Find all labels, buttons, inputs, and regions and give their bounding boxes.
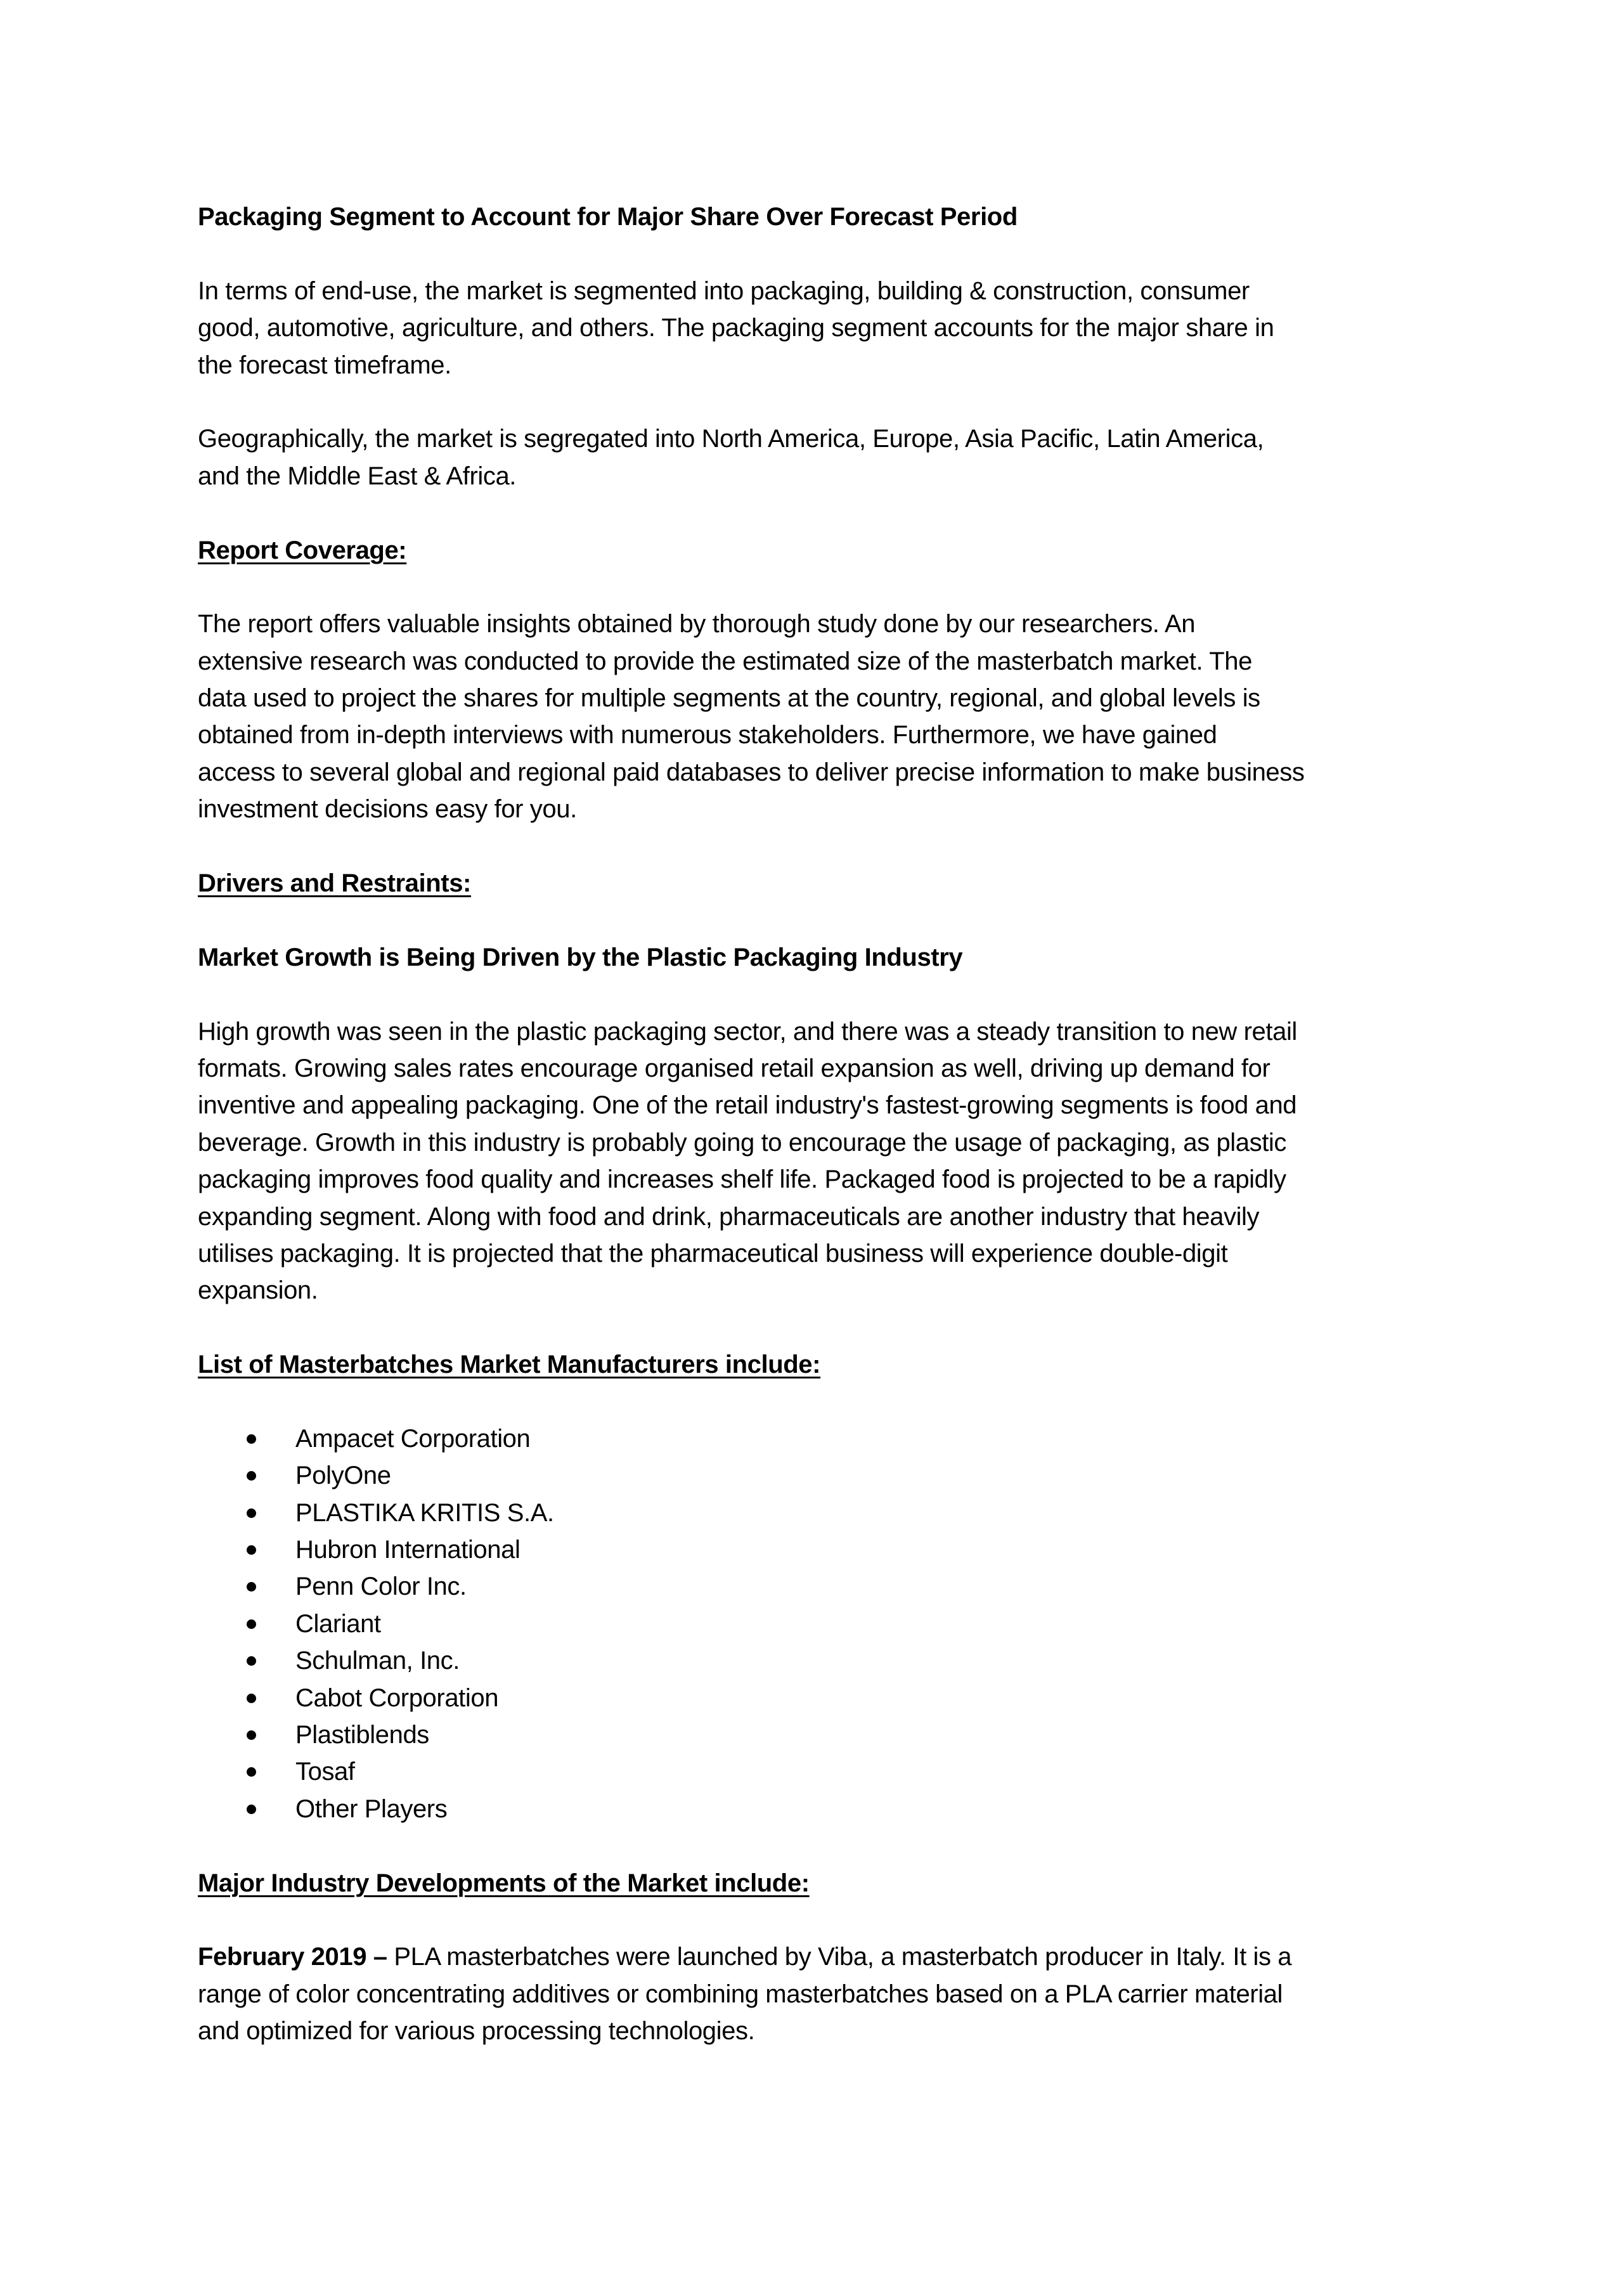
list-item xyxy=(198,1568,1440,1605)
bullet-icon xyxy=(247,1508,256,1518)
document-page xyxy=(198,198,1440,2050)
paragraph-line: good, automotive, agriculture, and others. The packaging segment accounts for the major share in xyxy=(198,314,1274,342)
spacer xyxy=(198,976,1440,1013)
paragraph-line: expanding segment. Along with food and drink, pharmaceuticals are another industry that heavily xyxy=(198,1202,1260,1231)
list-item xyxy=(198,1605,1440,1642)
paragraph-line: extensive research was conducted to provide the estimated size of the masterbatch market. The xyxy=(198,647,1252,675)
paragraph-line: data used to project the shares for multiple segments at the country, regional, and global levels is xyxy=(198,684,1260,713)
paragraph-line xyxy=(198,1938,1440,1975)
paragraph-line: and optimized for various processing technologies. xyxy=(198,2017,755,2046)
spacer xyxy=(198,569,1440,606)
heading-report-coverage xyxy=(198,532,1440,569)
paragraph-line: formats. Growing sales rates encourage organised retail expansion as well, driving up demand for xyxy=(198,1054,1271,1082)
list-item xyxy=(198,1753,1440,1790)
list-item xyxy=(198,1457,1440,1494)
paragraph-line: range of color concentrating additives or combining masterbatches based on a PLA carrier material xyxy=(198,1980,1283,2008)
subheading-market-growth: Market Growth is Being Driven by the Plastic Packaging Industry xyxy=(198,943,963,971)
list-item xyxy=(198,1680,1440,1716)
bullet-icon xyxy=(247,1730,256,1740)
heading-drivers-restraints xyxy=(198,865,1440,902)
paragraph-line: The report offers valuable insights obtained by thorough study done by our researchers. An xyxy=(198,610,1196,639)
spacer xyxy=(198,235,1440,272)
bullet-icon xyxy=(247,1619,256,1629)
bullet-icon xyxy=(247,1582,256,1592)
paragraph-line: access to several global and regional paid databases to deliver precise information to make business xyxy=(198,758,1305,786)
paragraph-line: inventive and appealing packaging. One of the retail industry's fastest-growing segments is food and xyxy=(198,1091,1297,1120)
development-text: PLA masterbatches were launched by Viba, a masterbatch producer in Italy. It is a xyxy=(387,1943,1292,1971)
paragraph-line: investment decisions easy for you. xyxy=(198,795,577,824)
list-item-label: Cabot Corporation xyxy=(295,1683,499,1712)
bullet-icon xyxy=(247,1434,256,1444)
bullet-icon xyxy=(247,1471,256,1481)
heading-developments xyxy=(198,1865,1440,1902)
paragraph-line: obtained from in-depth interviews with numerous stakeholders. Furthermore, we have gained xyxy=(198,721,1217,749)
heading-developments-text: Major Industry Developments of the Market include: xyxy=(198,1869,810,1897)
spacer xyxy=(198,828,1440,865)
list-item-label: PolyOne xyxy=(295,1462,391,1490)
paragraph-line: the forecast timeframe. xyxy=(198,351,451,379)
bullet-icon xyxy=(247,1656,256,1666)
paragraph-line: expansion. xyxy=(198,1276,318,1305)
spacer xyxy=(198,495,1440,531)
paragraph-report-coverage xyxy=(198,606,1440,827)
paragraph-line: and the Middle East & Africa. xyxy=(198,462,517,490)
list-item-label: Clariant xyxy=(295,1609,381,1638)
paragraph-line: beverage. Growth in this industry is probably going to encourage the usage of packaging, as plastic xyxy=(198,1128,1287,1157)
bullet-icon xyxy=(247,1767,256,1777)
spacer xyxy=(198,384,1440,420)
list-item xyxy=(198,1642,1440,1679)
list-item-label: Other Players xyxy=(295,1794,448,1823)
development-date: February 2019 – xyxy=(198,1943,387,1971)
spacer xyxy=(198,1902,1440,1938)
list-item-label: Penn Color Inc. xyxy=(295,1573,467,1601)
paragraph-geography xyxy=(198,420,1440,495)
bullet-icon xyxy=(247,1694,256,1703)
list-item-label: Plastiblends xyxy=(295,1721,429,1749)
spacer xyxy=(198,902,1440,938)
heading-packaging-segment: Packaging Segment to Account for Major Share Over Forecast Period xyxy=(198,203,1018,231)
list-item xyxy=(198,1495,1440,1531)
spacer xyxy=(198,1384,1440,1420)
paragraph-line: High growth was seen in the plastic packaging sector, and there was a steady transition to new retail xyxy=(198,1017,1297,1046)
paragraph-line: In terms of end-use, the market is segmented into packaging, building & construction, consumer xyxy=(198,276,1250,305)
paragraph-line: packaging improves food quality and increases shelf life. Packaged food is projected to be a rapidly xyxy=(198,1165,1286,1194)
heading-manufacturers-text: List of Masterbatches Market Manufacturers include: xyxy=(198,1351,821,1379)
list-item-label: Tosaf xyxy=(295,1758,355,1786)
list-item xyxy=(198,1420,1440,1457)
list-item xyxy=(198,1716,1440,1753)
bullet-icon xyxy=(247,1545,256,1555)
paragraph-end-use xyxy=(198,273,1440,384)
heading-report-coverage-text: Report Coverage: xyxy=(198,536,407,564)
list-item-label: Ampacet Corporation xyxy=(295,1424,531,1453)
spacer xyxy=(198,1827,1440,1864)
paragraph-line: utilises packaging. It is projected that the pharmaceutical business will experience double-digit xyxy=(198,1239,1228,1268)
paragraph-drivers xyxy=(198,1013,1440,1309)
list-item-label: Schulman, Inc. xyxy=(295,1647,460,1675)
spacer xyxy=(198,1309,1440,1346)
heading-drivers-restraints-text: Drivers and Restraints: xyxy=(198,869,471,898)
manufacturers-list xyxy=(198,1420,1440,1827)
paragraph-line: Geographically, the market is segregated into North America, Europe, Asia Pacific, Latin America, xyxy=(198,425,1264,453)
heading-manufacturers xyxy=(198,1346,1440,1383)
development-entry xyxy=(198,1938,1440,2049)
list-item xyxy=(198,1791,1440,1827)
list-item-label: Hubron International xyxy=(295,1536,521,1564)
bullet-icon xyxy=(247,1805,256,1814)
list-item xyxy=(198,1531,1440,1568)
list-item-label: PLASTIKA KRITIS S.A. xyxy=(295,1498,554,1527)
